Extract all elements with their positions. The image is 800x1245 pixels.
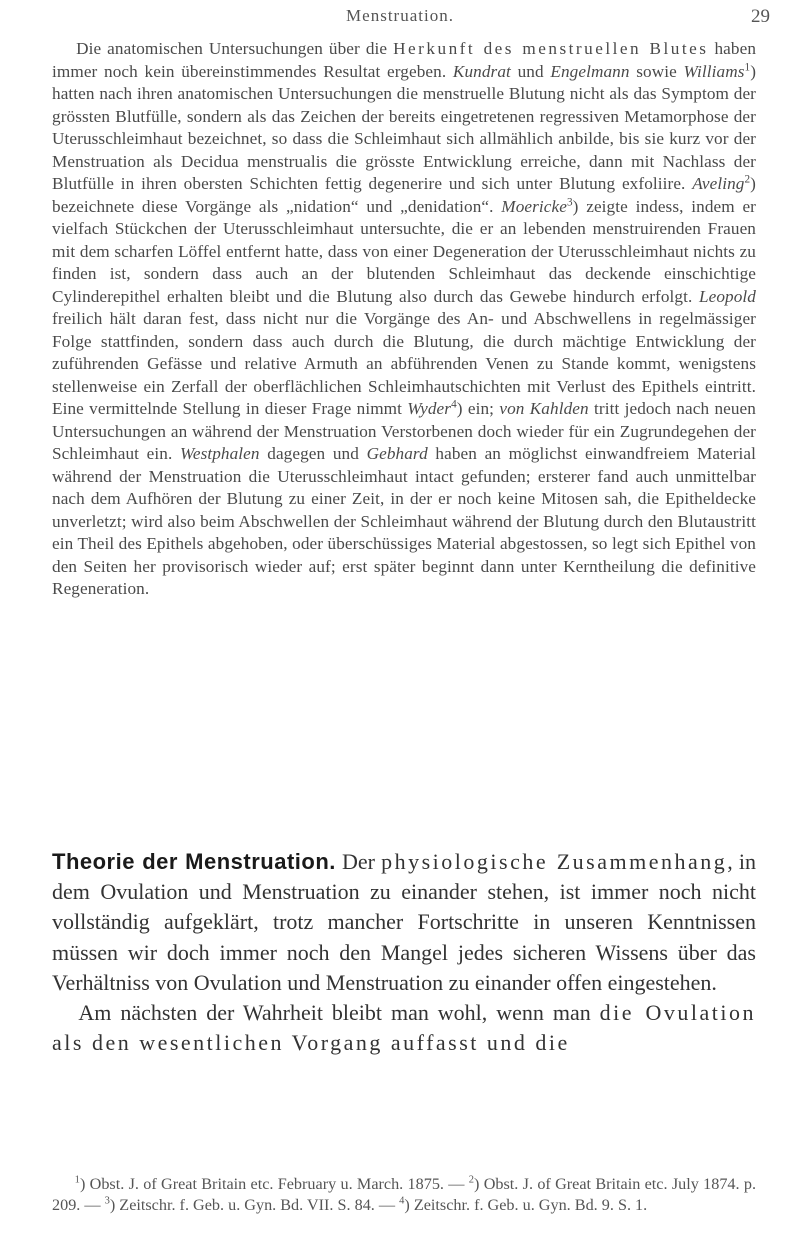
page-header [0, 6, 800, 28]
text-run: ) zeigte indess, indem er vielfach Stückchen der Uterusschleimhaut untersuchte, die er an lebenden menstruirenden Frauen mit dem scharfen Löffel entfernt hatte, dass von einer Degeneration der Uterusschleimhaut nichts zu finden ist, sondern dass auch an der blutenden Schleimhaut das deckende einschichtige Cylinderepithel erhalten bleibt und die Blutung also durch das Gewebe hindurch erfolgt. [52, 196, 756, 306]
emphasis-spaced: physiologische Zusammenhang [381, 849, 728, 874]
author-name: von Kahlden [499, 399, 589, 418]
footnote-text: ) Zeitschr. f. Geb. u. Gyn. Bd. VII. S. 84. — [109, 1196, 400, 1214]
text-run: ) bezeichnete diese Vorgänge als „nidation“ und „denidation“. [52, 174, 756, 216]
main-text-block [52, 38, 756, 601]
author-name: Aveling [692, 174, 745, 193]
footnote-ref: 1 [744, 60, 751, 73]
section-theory [52, 847, 756, 1058]
text-run: ) hatten nach ihren anatomischen Untersuchungen die menstruelle Blutung nicht als das Symptom der grössten Blutfülle, sondern als das Zeichen der bereits eingetretenen regressiven Metamorphose der Uterusschleimhaut bezeichnet, so dass die Schleimhaut sich allmählich anbilde, bis sie kurz vor der Menstruation als Decidua menstrualis die grösste Entwicklung erreiche, dann mit Nachlass der Blutfülle in ihren obersten Schichten fettig degenerire und sich unter Blutung exfoliire. [52, 61, 757, 193]
text-run: dagegen und [259, 444, 367, 463]
author-name: Wyder [407, 399, 452, 418]
text-run: sowie [629, 61, 684, 81]
footnote-text: ) Zeitschr. f. Geb. u. Gyn. Bd. 9. S. 1. [404, 1196, 648, 1214]
author-name: Engelmann [550, 61, 630, 81]
author-name: Westphalen [180, 444, 260, 463]
text-run: Die anatomischen Untersuchungen über die [76, 39, 394, 58]
footnote-ref: 3 [566, 195, 573, 208]
author-name: Leopold [698, 286, 756, 306]
footnote-ref: 4 [451, 398, 457, 411]
section-paragraph [52, 847, 756, 998]
emphasis-spaced: Herkunft des menstruellen Blutes [393, 39, 709, 58]
page-number: 29 [751, 6, 770, 27]
footnote-text: ) Obst. J. of Great Britain etc. February u. March. 1875. — [79, 1175, 469, 1193]
text-run: haben immer noch kein übereinstimmendes Resultat ergeben. [52, 39, 757, 81]
footnote-block [52, 1174, 756, 1216]
paragraph-anatomy [52, 38, 756, 601]
running-head: Menstruation. [346, 6, 454, 25]
footnotes [52, 1174, 756, 1216]
author-name: Kundrat [452, 61, 511, 81]
footnote-ref: 2 [744, 173, 751, 186]
text-run: , in dem Ovulation und Menstruation zu einander stehen, ist immer noch nicht vollständig aufgeklärt, trotz mancher Fortschritte in unseren Kenntnissen müssen wir doch immer noch den Mangel jedes sicheren Wissens über das Verhältniss von Ovulation und Menstruation zu einander offen eingestehen. [52, 849, 756, 995]
text-run: ) ein; [456, 399, 500, 418]
text-run: Am nächsten der Wahrheit bleibt man wohl, wenn man [78, 1000, 600, 1026]
footnote-text: ) Obst. J. of Great Britain etc. July 1874. p. 209. — [52, 1175, 756, 1214]
author-name: Gebhard [366, 444, 428, 463]
footnote-marker: 2 [468, 1174, 475, 1186]
author-name: Williams [683, 61, 745, 81]
text-run: Der [335, 849, 382, 874]
text-run: freilich hält daran fest, dass nicht nur die Vorgänge des An- und Abschwellens in regelmässiger Folge stattfinden, sondern dass auch durch die Blutung, die durch mächtige Entwicklung der zuführenden Gefässe und relative Armuth an abführenden Venen zu Stande kommt, wenigstens stellenweise ein Zerfall der oberflächlichen Schleimhautschichten mit Verlust des Epithels eintritt. Eine vermittelnde Stellung in dieser Frage nimmt [52, 309, 756, 418]
text-run: tritt jedoch nach neuen Untersuchungen an während der Menstruation Verstorbenen doch wieder für ein Zugrundegehen der Schleimhaut ein. [52, 399, 756, 463]
section-paragraph-2 [52, 998, 756, 1058]
emphasis-spaced: die Ovulation als den wesentlichen Vorgang auffasst und die [52, 1000, 756, 1056]
section-heading: Theorie der Menstruation. [52, 849, 336, 874]
footnote-marker: 1 [74, 1174, 80, 1186]
footnote-marker: 3 [104, 1195, 110, 1207]
text-run: und [510, 61, 551, 81]
footnote-marker: 4 [399, 1195, 405, 1207]
text-run: haben an möglichst einwandfreiem Material während der Menstruation die Uterusschleimhaut intact gefunden; ersterer fand auch unmittelbar nach dem Aufhören der Blutung zu einer Zeit, in der er noch keine Mitosen sah, die Epitheldecke unverletzt; wird also beim Abschwellen der Schleimhaut während der Blutung durch den Blutaustritt ein Theil des Epithels abgehoben, oder überschüssiges Material abgestossen, so legt sich Epithel von den Seiten her provisorisch wieder auf; erst später beginnt dann unter Kerntheilung die definitive Regeneration. [52, 444, 757, 598]
author-name: Moericke [501, 196, 567, 216]
